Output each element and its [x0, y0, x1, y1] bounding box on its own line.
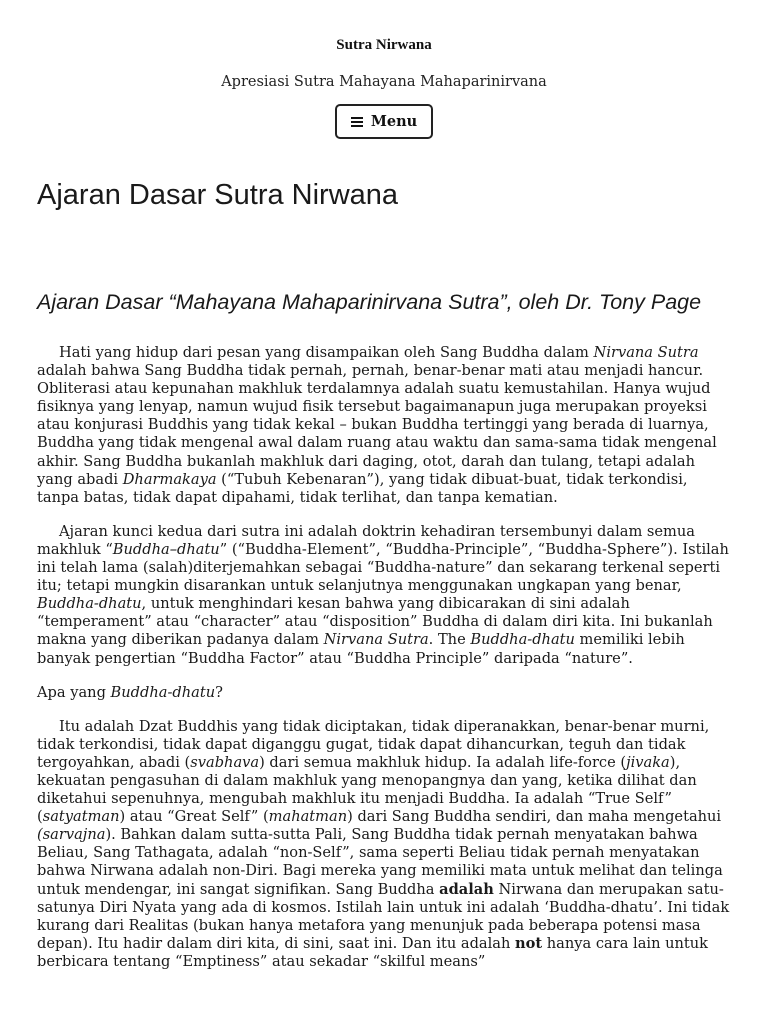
paragraph-4: Itu adalah Dzat Buddhis yang tidak diciptakan, tidak diperanakkan, benar-benar murni, tidak terkondisi, tidak dapat diganggu gugat, tidak dapat dihancurkan, teguh dan tidak tergoyahkan, abadi (svabhava) dari semua makhluk hidup. Ia adalah life-force (jivaka), kekuatan pengasuhan di dalam makhluk yang menopangnya dan yang, ketika dilihat dan diketahui sepenuhnya, mengubah makhluk itu menjadi Buddha. Ia adalah “True Self” (satyatman) atau “Great Self” (mahatman) dari Sang Buddha sendiri, dan maha mengetahui (sarvajna). Bahkan dalam sutta-sutta Pali, Sang Buddha tidak pernah menyatakan bahwa Beliau, Sang Tathagata, adalah “non-Self”, sama seperti Beliau tidak pernah menyatakan bahwa Nirwana adalah non-Diri. Bagi mereka yang memiliki mata untuk melihat dan telinga untuk mendengar, ini sangat signifikan. Sang Buddha adalah Nirwana dan merupakan satu-satunya Diri Nyata yang ada di kosmos. Istilah lain untuk ini adalah ‘Buddha-dhatu’. Ini tidak kurang dari Realitas (bukan hanya metafora yang menunjuk pada beberapa potensi masa depan). Itu hadir dalam diri kita, di sini, saat ini. Dan itu adalah not hanya cara lain untuk berbicara tentang “Emptiness” atau sekadar “skilful means” [37, 717, 730, 970]
hamburger-icon [351, 117, 363, 127]
page-title: Ajaran Dasar Sutra Nirwana [37, 179, 399, 211]
main-content [0, 177, 768, 971]
paragraph-3: Apa yang Buddha-dhatu? [37, 683, 223, 701]
article-body [37, 344, 733, 971]
article-subtitle: Ajaran Dasar “Mahayana Mahaparinirvana Sutra”, oleh Dr. Tony Page [37, 290, 702, 314]
menu-button[interactable] [335, 104, 433, 139]
site-description: Apresiasi Sutra Mahayana Mahaparinirvana [221, 74, 547, 90]
menu-label: Menu [370, 113, 418, 130]
paragraph-1: Hati yang hidup dari pesan yang disampaikan oleh Sang Buddha dalam Nirvana Sutra adalah bahwa Sang Buddha tidak pernah, pernah, benar-benar mati atau menjadi hancur. Obliterasi atau kepunahan makhluk terdalamnya adalah suatu kemustahilan. Hanya wujud fisiknya yang lenyap, namun wujud fisik tersebut bagaimanapun juga merupakan proyeksi atau konjurasi Buddhis yang tidak kekal – bukan Buddha tertinggi yang berada di luarnya, Buddha yang tidak mengenal awal dalam ruang atau waktu dan sama-sama tidak mengenal akhir. Sang Buddha bukanlah makhluk dari daging, otot, darah dan tulang, tetapi adalah yang abadi Dharmakaya (“Tubuh Kebenaran”), yang tidak dibuat-buat, tidak terkondisi, tanpa batas, tidak dapat dipahami, tidak terlihat, dan tanpa kematian. [37, 344, 717, 506]
site-header [0, 0, 768, 139]
site-title-link[interactable]: Sutra Nirwana [336, 37, 432, 53]
paragraph-2: Ajaran kunci kedua dari sutra ini adalah doktrin kehadiran tersembunyi dalam semua makhluk “Buddha–dhatu” (“Buddha-Element”, “Buddha-Principle”, “Buddha-Sphere”). Istilah ini telah lama (salah)diterjemahkan sebagai “Buddha-nature” dan sekarang terkenal seperti itu; tetapi mungkin disarankan untuk selanjutnya menggunakan ungkapan yang benar, Buddha-dhatu, untuk menghindari kesan bahwa yang dibicarakan di sini adalah “temperament” atau “character” atau “disposition” Buddha di dalam diri kita. Ini bukanlah makna yang diberikan padanya dalam Nirvana Sutra. The Buddha-dhatu memiliki lebih banyak pengertian “Buddha Factor” atau “Buddha Principle” daripada “nature”. [37, 522, 729, 667]
